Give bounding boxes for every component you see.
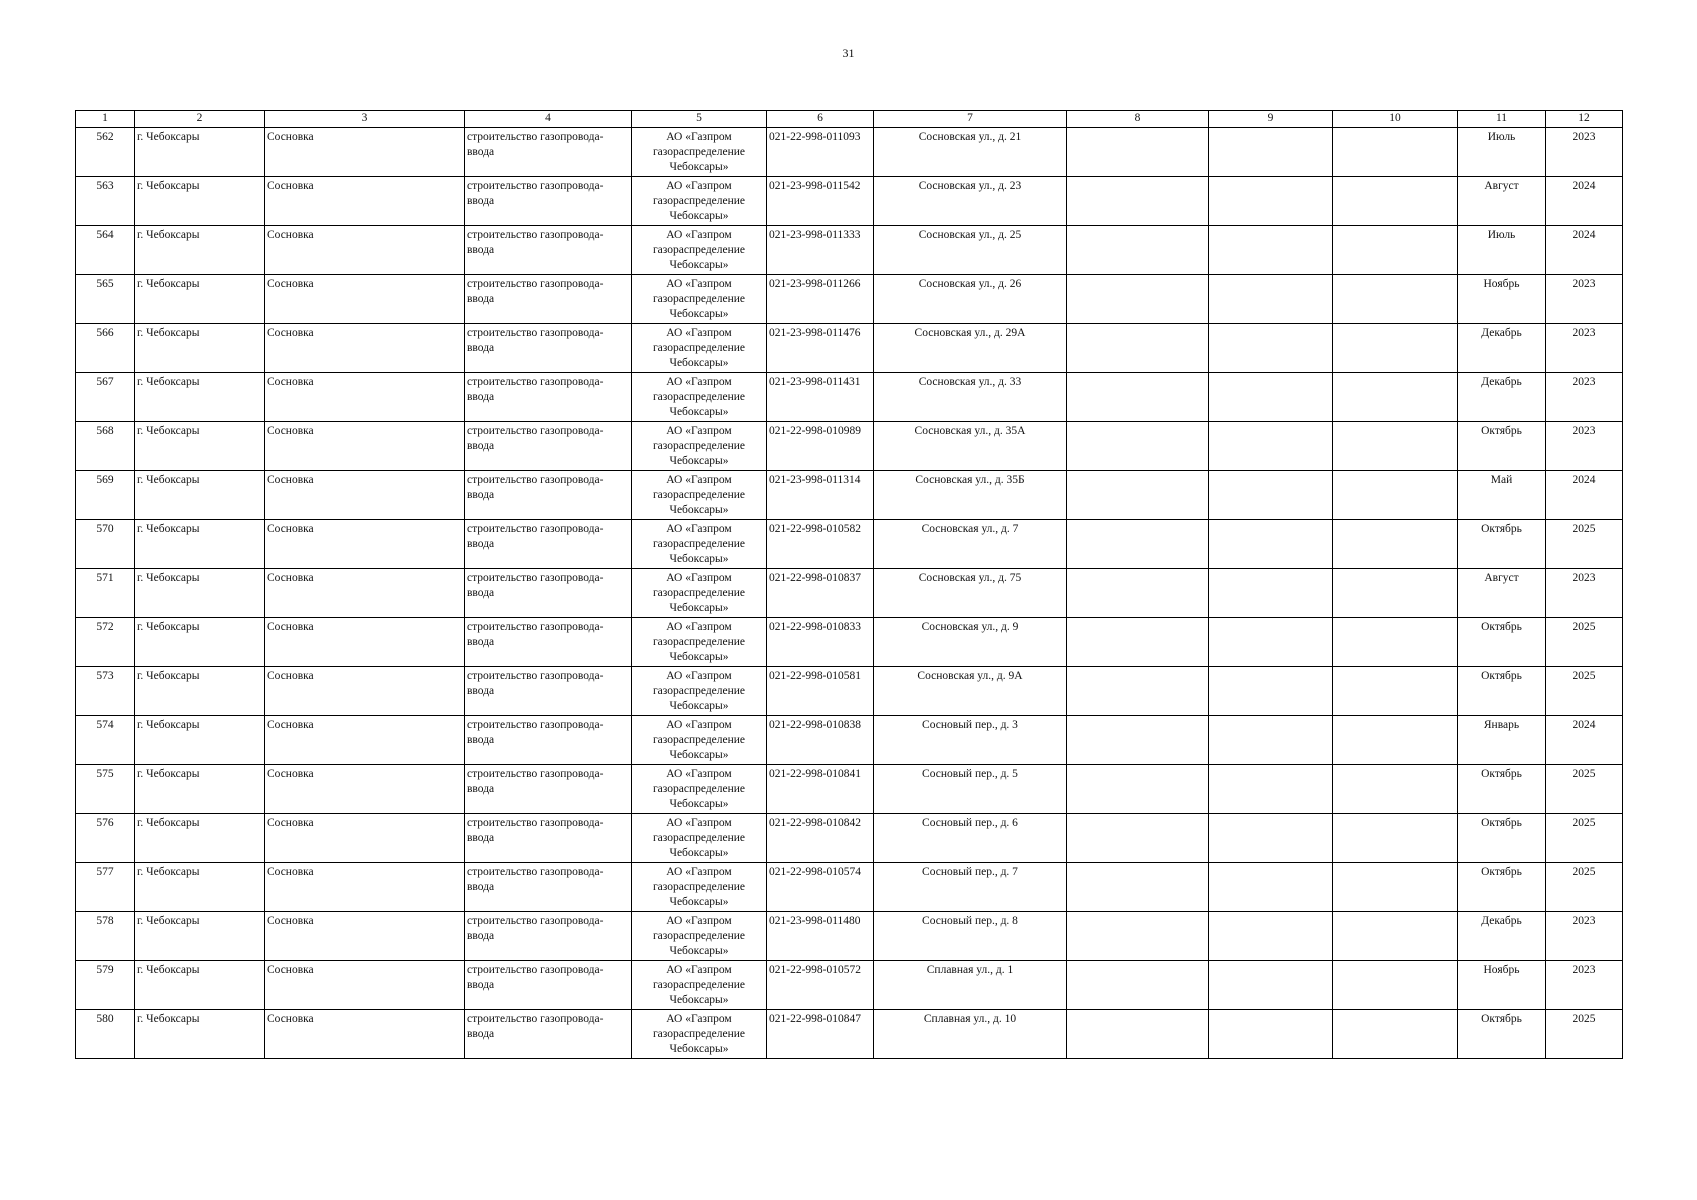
- object-code-cell: 021-23-998-011476: [767, 324, 874, 373]
- month-cell: Август: [1458, 569, 1546, 618]
- row-number-cell: 577: [76, 863, 135, 912]
- year-cell: 2023: [1546, 373, 1623, 422]
- organization-cell: АО «Газпром газораспределение Чебоксары»: [632, 912, 767, 961]
- city-cell: г. Чебоксары: [135, 471, 265, 520]
- table-row: [76, 520, 1623, 569]
- column-header: 5: [632, 111, 767, 128]
- table-row: [76, 912, 1623, 961]
- city-cell: г. Чебоксары: [135, 520, 265, 569]
- object-code-cell: 021-22-998-010581: [767, 667, 874, 716]
- column-10-cell: [1333, 863, 1458, 912]
- area-cell: Сосновка: [265, 226, 465, 275]
- column-8-cell: [1067, 863, 1209, 912]
- column-10-cell: [1333, 275, 1458, 324]
- column-8-cell: [1067, 422, 1209, 471]
- column-header: 9: [1209, 111, 1333, 128]
- year-cell: 2025: [1546, 765, 1623, 814]
- table-row: [76, 471, 1623, 520]
- row-number-cell: 572: [76, 618, 135, 667]
- month-cell: Октябрь: [1458, 520, 1546, 569]
- address-cell: Сосновская ул., д. 75: [874, 569, 1067, 618]
- area-cell: Сосновка: [265, 1010, 465, 1059]
- column-9-cell: [1209, 716, 1333, 765]
- city-cell: г. Чебоксары: [135, 324, 265, 373]
- column-9-cell: [1209, 912, 1333, 961]
- column-10-cell: [1333, 667, 1458, 716]
- year-cell: 2023: [1546, 912, 1623, 961]
- city-cell: г. Чебоксары: [135, 1010, 265, 1059]
- column-9-cell: [1209, 471, 1333, 520]
- work-type-cell: строительство газопровода-ввода: [465, 324, 632, 373]
- page-number: 31: [842, 46, 855, 60]
- column-8-cell: [1067, 1010, 1209, 1059]
- organization-cell: АО «Газпром газораспределение Чебоксары»: [632, 324, 767, 373]
- column-header: 1: [76, 111, 135, 128]
- object-code-cell: 021-22-998-010837: [767, 569, 874, 618]
- organization-cell: АО «Газпром газораспределение Чебоксары»: [632, 716, 767, 765]
- column-8-cell: [1067, 569, 1209, 618]
- area-cell: Сосновка: [265, 177, 465, 226]
- table-row: [76, 177, 1623, 226]
- work-type-cell: строительство газопровода-ввода: [465, 716, 632, 765]
- row-number-cell: 566: [76, 324, 135, 373]
- city-cell: г. Чебоксары: [135, 961, 265, 1010]
- month-cell: Август: [1458, 177, 1546, 226]
- address-cell: Сосновская ул., д. 25: [874, 226, 1067, 275]
- work-type-cell: строительство газопровода-ввода: [465, 471, 632, 520]
- area-cell: Сосновка: [265, 324, 465, 373]
- column-9-cell: [1209, 422, 1333, 471]
- column-8-cell: [1067, 520, 1209, 569]
- column-header: 11: [1458, 111, 1546, 128]
- column-8-cell: [1067, 912, 1209, 961]
- year-cell: 2025: [1546, 667, 1623, 716]
- address-cell: Сосновый пер., д. 7: [874, 863, 1067, 912]
- table-row: [76, 667, 1623, 716]
- month-cell: Декабрь: [1458, 912, 1546, 961]
- month-cell: Ноябрь: [1458, 961, 1546, 1010]
- work-type-cell: строительство газопровода-ввода: [465, 667, 632, 716]
- column-10-cell: [1333, 716, 1458, 765]
- month-cell: Декабрь: [1458, 373, 1546, 422]
- month-cell: Июль: [1458, 128, 1546, 177]
- column-10-cell: [1333, 765, 1458, 814]
- area-cell: Сосновка: [265, 961, 465, 1010]
- year-cell: 2025: [1546, 520, 1623, 569]
- column-10-cell: [1333, 177, 1458, 226]
- column-8-cell: [1067, 961, 1209, 1010]
- month-cell: Декабрь: [1458, 324, 1546, 373]
- organization-cell: АО «Газпром газораспределение Чебоксары»: [632, 1010, 767, 1059]
- table-row: [76, 275, 1623, 324]
- city-cell: г. Чебоксары: [135, 226, 265, 275]
- address-cell: Сосновская ул., д. 33: [874, 373, 1067, 422]
- month-cell: Ноябрь: [1458, 275, 1546, 324]
- work-type-cell: строительство газопровода-ввода: [465, 863, 632, 912]
- table-row: [76, 422, 1623, 471]
- row-number-cell: 573: [76, 667, 135, 716]
- column-10-cell: [1333, 520, 1458, 569]
- work-type-cell: строительство газопровода-ввода: [465, 226, 632, 275]
- work-type-cell: строительство газопровода-ввода: [465, 128, 632, 177]
- column-9-cell: [1209, 569, 1333, 618]
- table-row: [76, 1010, 1623, 1059]
- column-header: 3: [265, 111, 465, 128]
- column-10-cell: [1333, 618, 1458, 667]
- work-type-cell: строительство газопровода-ввода: [465, 520, 632, 569]
- month-cell: Октябрь: [1458, 667, 1546, 716]
- year-cell: 2023: [1546, 128, 1623, 177]
- address-cell: Сплавная ул., д. 10: [874, 1010, 1067, 1059]
- organization-cell: АО «Газпром газораспределение Чебоксары»: [632, 814, 767, 863]
- address-cell: Сосновый пер., д. 8: [874, 912, 1067, 961]
- year-cell: 2024: [1546, 471, 1623, 520]
- area-cell: Сосновка: [265, 912, 465, 961]
- month-cell: Октябрь: [1458, 1010, 1546, 1059]
- object-code-cell: 021-22-998-010841: [767, 765, 874, 814]
- work-type-cell: строительство газопровода-ввода: [465, 618, 632, 667]
- month-cell: Январь: [1458, 716, 1546, 765]
- object-code-cell: 021-23-998-011542: [767, 177, 874, 226]
- work-type-cell: строительство газопровода-ввода: [465, 814, 632, 863]
- work-type-cell: строительство газопровода-ввода: [465, 275, 632, 324]
- object-code-cell: 021-22-998-010847: [767, 1010, 874, 1059]
- city-cell: г. Чебоксары: [135, 912, 265, 961]
- area-cell: Сосновка: [265, 128, 465, 177]
- column-10-cell: [1333, 912, 1458, 961]
- row-number-cell: 571: [76, 569, 135, 618]
- column-8-cell: [1067, 128, 1209, 177]
- address-cell: Сосновый пер., д. 3: [874, 716, 1067, 765]
- organization-cell: АО «Газпром газораспределение Чебоксары»: [632, 569, 767, 618]
- organization-cell: АО «Газпром газораспределение Чебоксары»: [632, 422, 767, 471]
- organization-cell: АО «Газпром газораспределение Чебоксары»: [632, 765, 767, 814]
- address-cell: Сосновская ул., д. 29А: [874, 324, 1067, 373]
- row-number-cell: 578: [76, 912, 135, 961]
- object-code-cell: 021-22-998-010582: [767, 520, 874, 569]
- column-number-header-row: [76, 111, 1623, 128]
- column-9-cell: [1209, 226, 1333, 275]
- address-cell: Сосновская ул., д. 35Б: [874, 471, 1067, 520]
- organization-cell: АО «Газпром газораспределение Чебоксары»: [632, 667, 767, 716]
- month-cell: Октябрь: [1458, 618, 1546, 667]
- row-number-cell: 562: [76, 128, 135, 177]
- address-cell: Сосновская ул., д. 9А: [874, 667, 1067, 716]
- object-code-cell: 021-23-998-011266: [767, 275, 874, 324]
- area-cell: Сосновка: [265, 422, 465, 471]
- area-cell: Сосновка: [265, 716, 465, 765]
- area-cell: Сосновка: [265, 373, 465, 422]
- work-type-cell: строительство газопровода-ввода: [465, 373, 632, 422]
- column-8-cell: [1067, 667, 1209, 716]
- column-8-cell: [1067, 177, 1209, 226]
- object-code-cell: 021-22-998-010838: [767, 716, 874, 765]
- year-cell: 2025: [1546, 863, 1623, 912]
- address-cell: Сосновская ул., д. 23: [874, 177, 1067, 226]
- table-row: [76, 226, 1623, 275]
- column-9-cell: [1209, 814, 1333, 863]
- column-header: 8: [1067, 111, 1209, 128]
- work-type-cell: строительство газопровода-ввода: [465, 961, 632, 1010]
- work-type-cell: строительство газопровода-ввода: [465, 422, 632, 471]
- row-number-cell: 570: [76, 520, 135, 569]
- column-8-cell: [1067, 814, 1209, 863]
- city-cell: г. Чебоксары: [135, 716, 265, 765]
- work-type-cell: строительство газопровода-ввода: [465, 177, 632, 226]
- area-cell: Сосновка: [265, 471, 465, 520]
- row-number-cell: 564: [76, 226, 135, 275]
- year-cell: 2024: [1546, 177, 1623, 226]
- column-9-cell: [1209, 128, 1333, 177]
- row-number-cell: 567: [76, 373, 135, 422]
- address-cell: Сосновская ул., д. 35А: [874, 422, 1067, 471]
- row-number-cell: 568: [76, 422, 135, 471]
- column-9-cell: [1209, 373, 1333, 422]
- year-cell: 2024: [1546, 716, 1623, 765]
- object-code-cell: 021-22-998-010842: [767, 814, 874, 863]
- year-cell: 2023: [1546, 422, 1623, 471]
- table-row: [76, 569, 1623, 618]
- address-cell: Сосновская ул., д. 9: [874, 618, 1067, 667]
- table-row: [76, 128, 1623, 177]
- column-8-cell: [1067, 765, 1209, 814]
- object-code-cell: 021-22-998-010574: [767, 863, 874, 912]
- table-row: [76, 863, 1623, 912]
- table-row: [76, 324, 1623, 373]
- organization-cell: АО «Газпром газораспределение Чебоксары»: [632, 618, 767, 667]
- year-cell: 2025: [1546, 1010, 1623, 1059]
- city-cell: г. Чебоксары: [135, 863, 265, 912]
- year-cell: 2024: [1546, 226, 1623, 275]
- city-cell: г. Чебоксары: [135, 667, 265, 716]
- column-9-cell: [1209, 618, 1333, 667]
- column-header: 6: [767, 111, 874, 128]
- column-10-cell: [1333, 471, 1458, 520]
- area-cell: Сосновка: [265, 569, 465, 618]
- column-8-cell: [1067, 275, 1209, 324]
- object-code-cell: 021-22-998-010989: [767, 422, 874, 471]
- column-10-cell: [1333, 324, 1458, 373]
- year-cell: 2025: [1546, 814, 1623, 863]
- column-header: 12: [1546, 111, 1623, 128]
- column-8-cell: [1067, 471, 1209, 520]
- column-8-cell: [1067, 373, 1209, 422]
- area-cell: Сосновка: [265, 618, 465, 667]
- column-9-cell: [1209, 863, 1333, 912]
- column-8-cell: [1067, 716, 1209, 765]
- table-row: [76, 765, 1623, 814]
- column-10-cell: [1333, 961, 1458, 1010]
- column-9-cell: [1209, 961, 1333, 1010]
- column-9-cell: [1209, 324, 1333, 373]
- table-row: [76, 961, 1623, 1010]
- month-cell: Октябрь: [1458, 863, 1546, 912]
- table-row: [76, 373, 1623, 422]
- year-cell: 2023: [1546, 569, 1623, 618]
- row-number-cell: 576: [76, 814, 135, 863]
- city-cell: г. Чебоксары: [135, 569, 265, 618]
- column-9-cell: [1209, 667, 1333, 716]
- column-9-cell: [1209, 1010, 1333, 1059]
- organization-cell: АО «Газпром газораспределение Чебоксары»: [632, 226, 767, 275]
- object-code-cell: 021-23-998-011480: [767, 912, 874, 961]
- column-8-cell: [1067, 324, 1209, 373]
- city-cell: г. Чебоксары: [135, 765, 265, 814]
- column-10-cell: [1333, 373, 1458, 422]
- year-cell: 2023: [1546, 961, 1623, 1010]
- month-cell: Май: [1458, 471, 1546, 520]
- object-code-cell: 021-22-998-011093: [767, 128, 874, 177]
- column-9-cell: [1209, 765, 1333, 814]
- column-header: 4: [465, 111, 632, 128]
- organization-cell: АО «Газпром газораспределение Чебоксары»: [632, 177, 767, 226]
- year-cell: 2023: [1546, 275, 1623, 324]
- month-cell: Октябрь: [1458, 422, 1546, 471]
- organization-cell: АО «Газпром газораспределение Чебоксары»: [632, 471, 767, 520]
- column-header: 7: [874, 111, 1067, 128]
- work-type-cell: строительство газопровода-ввода: [465, 569, 632, 618]
- object-code-cell: 021-23-998-011314: [767, 471, 874, 520]
- row-number-cell: 574: [76, 716, 135, 765]
- row-number-cell: 580: [76, 1010, 135, 1059]
- column-10-cell: [1333, 569, 1458, 618]
- row-number-cell: 563: [76, 177, 135, 226]
- organization-cell: АО «Газпром газораспределение Чебоксары»: [632, 520, 767, 569]
- column-10-cell: [1333, 814, 1458, 863]
- column-10-cell: [1333, 1010, 1458, 1059]
- address-cell: Сосновый пер., д. 6: [874, 814, 1067, 863]
- register-table: [75, 110, 1623, 1059]
- column-8-cell: [1067, 226, 1209, 275]
- column-10-cell: [1333, 128, 1458, 177]
- row-number-cell: 579: [76, 961, 135, 1010]
- column-9-cell: [1209, 275, 1333, 324]
- object-code-cell: 021-22-998-010572: [767, 961, 874, 1010]
- table-row: [76, 716, 1623, 765]
- city-cell: г. Чебоксары: [135, 177, 265, 226]
- month-cell: Октябрь: [1458, 765, 1546, 814]
- row-number-cell: 575: [76, 765, 135, 814]
- column-9-cell: [1209, 520, 1333, 569]
- address-cell: Сосновый пер., д. 5: [874, 765, 1067, 814]
- work-type-cell: строительство газопровода-ввода: [465, 912, 632, 961]
- work-type-cell: строительство газопровода-ввода: [465, 1010, 632, 1059]
- organization-cell: АО «Газпром газораспределение Чебоксары»: [632, 863, 767, 912]
- city-cell: г. Чебоксары: [135, 814, 265, 863]
- city-cell: г. Чебоксары: [135, 275, 265, 324]
- column-header: 2: [135, 111, 265, 128]
- area-cell: Сосновка: [265, 765, 465, 814]
- table-row: [76, 814, 1623, 863]
- area-cell: Сосновка: [265, 667, 465, 716]
- area-cell: Сосновка: [265, 863, 465, 912]
- city-cell: г. Чебоксары: [135, 128, 265, 177]
- area-cell: Сосновка: [265, 275, 465, 324]
- city-cell: г. Чебоксары: [135, 373, 265, 422]
- object-code-cell: 021-23-998-011431: [767, 373, 874, 422]
- address-cell: Сосновская ул., д. 7: [874, 520, 1067, 569]
- column-9-cell: [1209, 177, 1333, 226]
- address-cell: Сплавная ул., д. 1: [874, 961, 1067, 1010]
- organization-cell: АО «Газпром газораспределение Чебоксары»: [632, 275, 767, 324]
- column-10-cell: [1333, 422, 1458, 471]
- object-code-cell: 021-22-998-010833: [767, 618, 874, 667]
- address-cell: Сосновская ул., д. 21: [874, 128, 1067, 177]
- row-number-cell: 569: [76, 471, 135, 520]
- month-cell: Октябрь: [1458, 814, 1546, 863]
- organization-cell: АО «Газпром газораспределение Чебоксары»: [632, 373, 767, 422]
- city-cell: г. Чебоксары: [135, 422, 265, 471]
- address-cell: Сосновская ул., д. 26: [874, 275, 1067, 324]
- column-8-cell: [1067, 618, 1209, 667]
- year-cell: 2023: [1546, 324, 1623, 373]
- month-cell: Июль: [1458, 226, 1546, 275]
- object-code-cell: 021-23-998-011333: [767, 226, 874, 275]
- area-cell: Сосновка: [265, 814, 465, 863]
- organization-cell: АО «Газпром газораспределение Чебоксары»: [632, 128, 767, 177]
- year-cell: 2025: [1546, 618, 1623, 667]
- area-cell: Сосновка: [265, 520, 465, 569]
- table-row: [76, 618, 1623, 667]
- column-header: 10: [1333, 111, 1458, 128]
- city-cell: г. Чебоксары: [135, 618, 265, 667]
- row-number-cell: 565: [76, 275, 135, 324]
- column-10-cell: [1333, 226, 1458, 275]
- work-type-cell: строительство газопровода-ввода: [465, 765, 632, 814]
- organization-cell: АО «Газпром газораспределение Чебоксары»: [632, 961, 767, 1010]
